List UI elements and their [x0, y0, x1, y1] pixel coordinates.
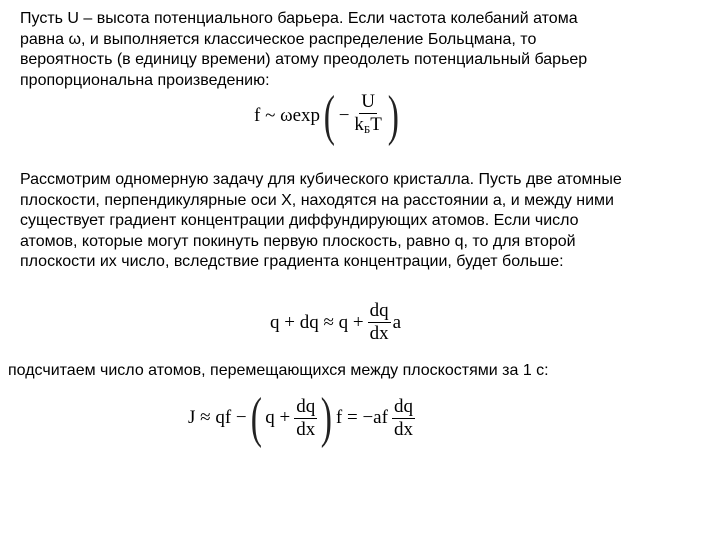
denominator: dx — [393, 418, 413, 440]
paragraph-count — [8, 361, 708, 382]
text-line: вероятность (в единицу времени) атому преодолеть потенциальный барьер — [20, 51, 588, 68]
text-line: Рассмотрим одномерную задачу для кубического кристалла. Пусть две атомные — [20, 171, 622, 188]
numerator: dq — [296, 395, 316, 417]
formula-lhs: q + dq ≈ q + — [270, 311, 364, 333]
text-line: атомов, которые могут покинуть первую плоскость, равно q, то для второй — [20, 232, 576, 250]
left-paren: ( — [323, 85, 335, 147]
paragraph-boltzmann — [20, 9, 710, 91]
fraction-u-over-kt — [352, 92, 383, 140]
text-line: подсчитаем число атомов, перемещающихся между плоскостями за 1 с: — [8, 362, 549, 379]
paragraph-cubic-crystal — [20, 170, 710, 273]
text-line: Пусть U – высота потенциального барьера. Если частота колебаний атома — [20, 10, 578, 27]
text-line: плоскости их число, вследствие градиента концентрации, будет больше: — [20, 253, 564, 270]
denominator: dx — [369, 323, 389, 344]
formula-inner: q + — [265, 407, 291, 428]
formula-probability — [254, 85, 403, 147]
denominator: dx — [296, 418, 316, 440]
right-paren: ) — [320, 387, 333, 449]
fraction-dq-dx — [368, 301, 391, 344]
minus-sign: − — [338, 105, 350, 126]
text-line: плоскости, перпендикулярные оси X, находятся на расстоянии а, и между ними — [20, 191, 614, 209]
formula-mid: f = −af — [335, 407, 388, 428]
numerator: dq — [369, 300, 389, 321]
left-paren: ( — [250, 387, 262, 449]
fraction-dq-dx — [294, 397, 317, 440]
fraction-dq-dx-result — [392, 397, 415, 440]
right-paren: ) — [387, 85, 399, 147]
formula-lhs: J ≈ qf − — [188, 407, 247, 428]
numerator: dq — [393, 395, 413, 417]
text-line: равна ω, и выполняется классическое распределение Больцмана, то — [20, 30, 537, 48]
boltzmann-k: k — [354, 114, 364, 135]
denominator — [352, 114, 383, 140]
formula-lhs: f ~ ωexp — [254, 105, 321, 126]
formula-gradient — [270, 301, 401, 344]
formula-tail: a — [392, 311, 402, 333]
boltzmann-subscript: Б — [363, 124, 371, 136]
formula-flux — [188, 387, 415, 449]
text-line: существует градиент концентрации диффундирующих атомов. Если число — [20, 212, 579, 229]
text-line: пропорциональна произведению: — [20, 71, 270, 89]
numerator: U — [361, 91, 375, 112]
temperature: T — [370, 114, 382, 135]
